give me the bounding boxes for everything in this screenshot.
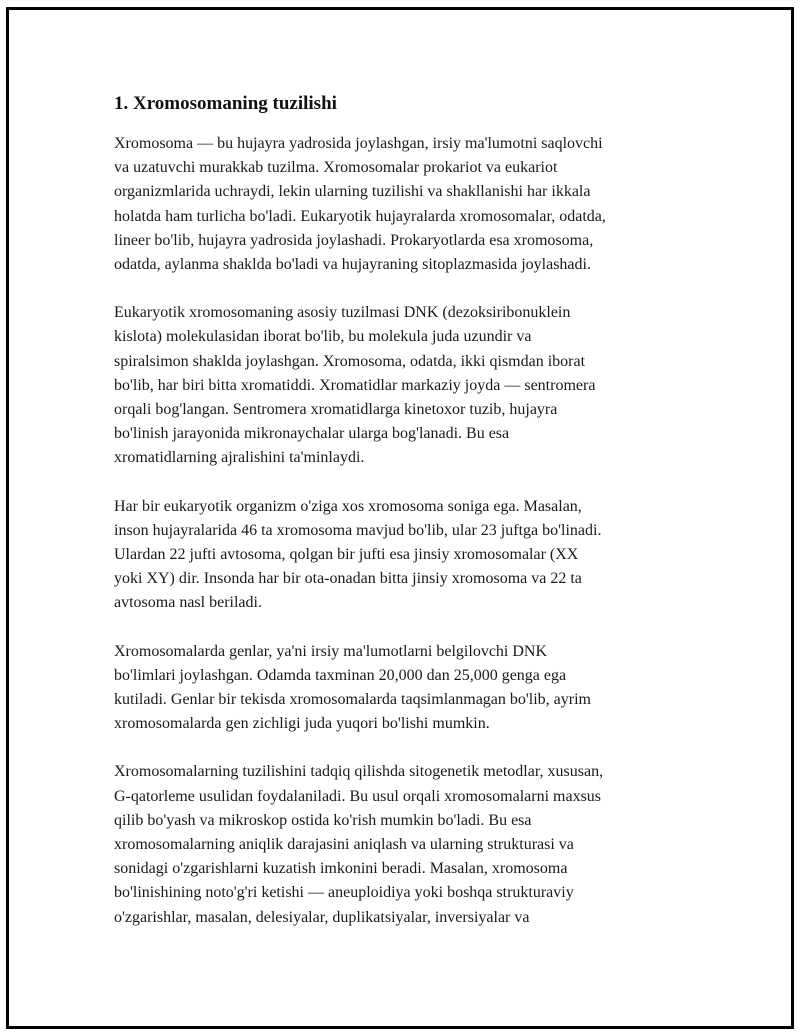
text-line: inson hujayralarida 46 ta xromosoma mavjud bo'lib, ular 23 juftga bo'linadi. (114, 521, 602, 539)
section-heading: 1. Xromosomaning tuzilishi (114, 93, 337, 114)
text-line: bo'limlari joylashgan. Odamda taxminan 20,000 dan 25,000 genga ega (114, 666, 567, 684)
text-line: va uzatuvchi murakkab tuzilma. Xromosomalar prokariot va eukariot (114, 159, 558, 177)
text-line: bo'lib, har biri bitta xromatiddi. Xromatidlar markaziy joyda — sentromera (114, 376, 596, 394)
paragraph-2 (114, 301, 694, 470)
text-line: Eukaryotik xromosomaning asosiy tuzilmasi DNK (dezoksiribonuklein (114, 304, 571, 322)
text-line: Xromosomalarning tuzilishini tadqiq qilishda sitogenetik metodlar, xususan, (114, 763, 604, 781)
text-line: orqali bog'langan. Sentromera xromatidlarga kinetoxor tuzib, hujayra (114, 401, 558, 419)
text-line: odatda, aylanma shaklda bo'ladi va hujayraning sitoplazmasida joylashadi. (114, 256, 591, 274)
paragraph-5 (114, 760, 694, 929)
text-line: Har bir eukaryotik organizm o'ziga xos xromosoma soniga ega. Masalan, (114, 497, 582, 515)
text-line: Ulardan 22 jufti avtosoma, qolgan bir jufti esa jinsiy xromosomalar (XX (114, 546, 579, 564)
text-line: spiralsimon shaklda joylashgan. Xromosoma, odatda, ikki qismdan iborat (114, 352, 586, 370)
text-line: avtosoma nasl beriladi. (114, 594, 262, 612)
text-line: bo'linishining noto'g'ri ketishi — aneuploidiya yoki boshqa strukturaviy (114, 884, 574, 902)
paragraph-4 (114, 640, 694, 737)
text-line: organizmlarida uchraydi, lekin ularning tuzilishi va shakllanishi har ikkala (114, 183, 591, 201)
text-line: yoki XY) dir. Insonda har bir ota-onadan bitta jinsiy xromosoma va 22 ta (114, 570, 582, 588)
text-line: kutiladi. Genlar bir tekisda xromosomalarda taqsimlanmagan bo'lib, ayrim (114, 691, 591, 709)
text-line: kislota) molekulasidan iborat bo'lib, bu molekula juda uzundir va (114, 328, 532, 346)
text-line: G-qatorleme usulidan foydalaniladi. Bu usul orqali xromosomalarni maxsus (114, 787, 602, 805)
text-line: lineer bo'lib, hujayra yadrosida joylashadi. Prokaryotlarda esa xromosoma, (114, 231, 594, 249)
text-line: qilib bo'yash va mikroskop ostida ko'rish mumkin bo'ladi. Bu esa (114, 811, 532, 829)
text-line: xromosomalarning aniqlik darajasini aniqlash va ularning strukturasi va (114, 836, 574, 854)
text-line: bo'linish jarayonida mikronaychalar ularga bog'lanadi. Bu esa (114, 425, 510, 443)
paragraph-1 (114, 132, 694, 277)
paragraph-3 (114, 495, 694, 616)
document-body (114, 92, 694, 954)
text-line: xromatidlarning ajralishini ta'minlaydi. (114, 449, 365, 467)
text-line: Xromosomalarda genlar, ya'ni irsiy ma'lumotlarni belgilovchi DNK (114, 642, 548, 660)
text-line: sonidagi o'zgarishlarni kuzatish imkonini beradi. Masalan, xromosoma (114, 860, 568, 878)
text-line: Xromosoma — bu hujayra yadrosida joylashgan, irsiy ma'lumotni saqlovchi (114, 135, 603, 152)
text-line: o'zgarishlar, masalan, delesiyalar, duplikatsiyalar, inversiyalar va (114, 908, 530, 926)
text-line: xromosomalarda gen zichligi juda yuqori bo'lishi mumkin. (114, 715, 490, 733)
text-line: holatda ham turlicha bo'ladi. Eukaryotik hujayralarda xromosomalar, odatda, (114, 207, 606, 225)
